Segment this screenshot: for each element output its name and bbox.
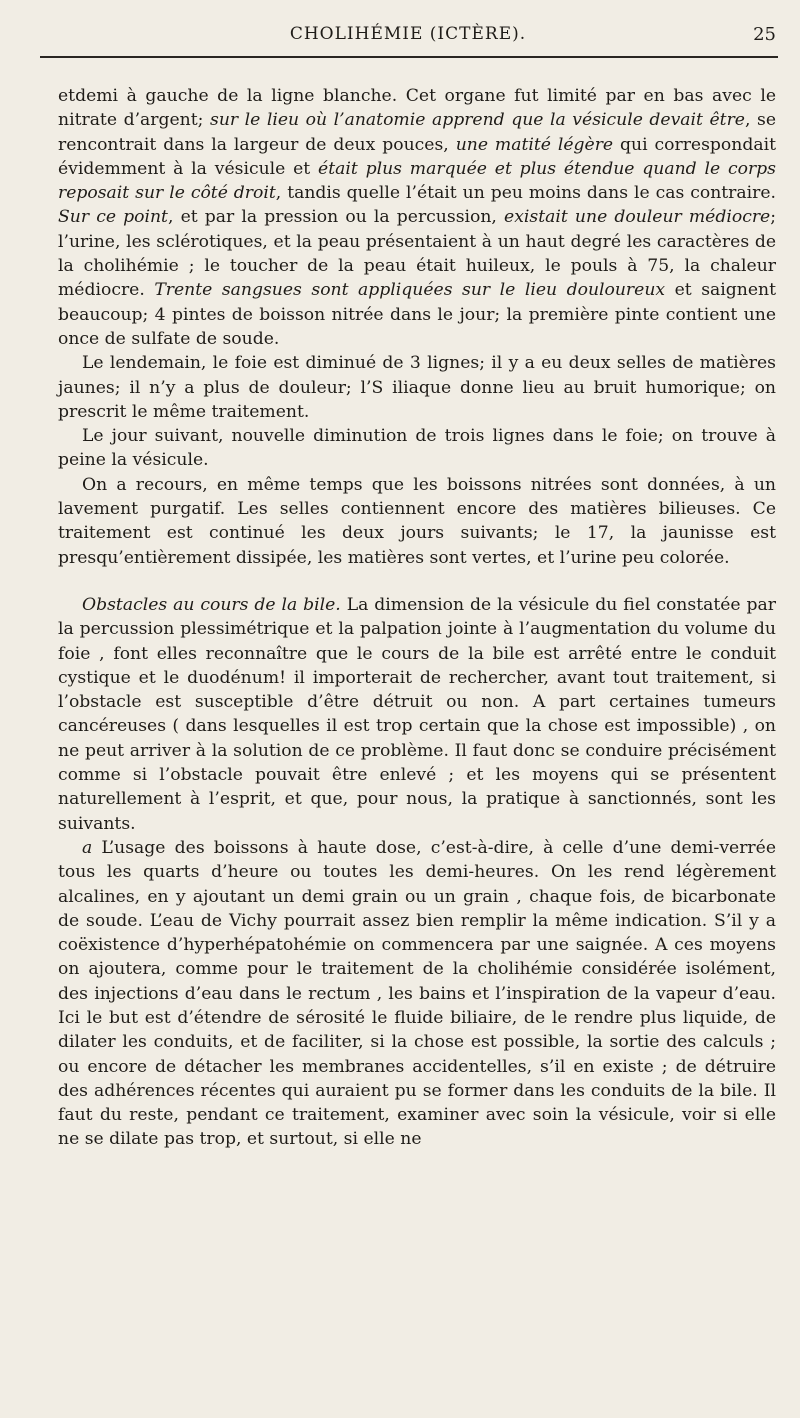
text-run: On a recours, en même temps que les boissons nitrées sont données, à un lavement purgatif. Les selles contiennent encore des matières bilieuses. Ce traitement est continué les deux jours suivants; le 17, la jaunisse est presqu’entièrement dissipée, les matières sont vertes, et l’urine peu colorée. [58,474,776,568]
text-run: et saignent beaucoup; 4 pintes de boisson nitrée dans le jour; la première pinte contient une once de sulfate de soude. [58,280,776,349]
text-run: La dimension de la vésicule du fiel constatée par la percussion plessimétrique et la palpation jointe à l’augmentation du volume du foie , font elles reconnaître que le cours de la bile est arrêté entre le conduit cystique et le duodénum! il importerait de rechercher, avant tout traitement, si l’obstacle est susceptible d’être détruit ou non. A part certaines tumeurs cancéreuses ( dans lesquelles il est trop certain que la chose est impossible) , on ne peut arriver à la solution de ce problème. Il faut donc se conduire précisément comme si l’obstacle pouvait être enlevé ; et les moyens qui se présentent naturellement à l’esprit, et que, pour nous, la pratique à sanctionnés, sont les suivants. [58,594,776,834]
running-head: CHOLIHÉMIE (ICTÈRE). [289,24,527,44]
paragraph [58,351,776,424]
italic-run: était plus marquée et plus étendue quand le corps reposait sur le côté droit [58,158,776,204]
text-run: ; l’urine, les sclérotiques, et la peau présentaient à un haut degré les caractères de la cholihémie ; le toucher de la peau était huileux, le pouls à 75, la chaleur médiocre. [58,207,777,301]
italic-run: Sur ce point [58,207,168,228]
text-run: Le lendemain, le foie est diminué de 3 lignes; il y a eu deux selles de matières jaunes; il n’y a plus de douleur; l’S iliaque donne lieu au bruit humorique; on prescrit le même traitement. [58,353,776,422]
text-run: , tandis quelle l’était un peu moins dans le cas contraire. [275,183,776,204]
text-run: L’usage des boissons à haute dose, c’est-à-dire, à celle d’une demi-verrée tous les quarts d’heure ou toutes les demi-heures. On les rend légèrement alcalines, en y ajoutant un demi grain ou un grain , chaque fois, de bicarbonate de soude. L’eau de Vichy pourrait assez bien remplir la même indication. S’il y a coëxistence d’hyperhépatohémie on commencera par une saignée. A ces moyens on ajoutera, comme pour le traitement de la cholihémie considérée isolément, des injections d’eau dans le rectum , les bains et l’inspiration de la vapeur d’eau. Ici le but est d’étendre de sérosité le fluide biliaire, de le rendre plus liquide, de dilater les conduits, et de faciliter, si la chose est possible, la sortie des calculs ; ou encore de détacher les membranes accidentelles, s’il en existe ; de détruire des adhérences récentes qui auraient pu se former dans les conduits de la bile. Il faut du reste, pendant ce traitement, examiner avec soin la vésicule, voir si elle ne se dilate pas trop, et surtout, si elle ne [58,837,776,1150]
italic-run: Trente sangsues sont appliquées sur le lieu douloureux [154,280,666,301]
text-run: qui correspondait évidemment à la vésicule et [58,134,777,179]
page-number: 25 [753,24,776,45]
italic-run: sur le lieu où l’anatomie apprend que la vésicule devait être [210,110,745,131]
header-rule [40,56,778,58]
paragraph [58,424,776,473]
page-header [40,22,776,50]
text-run: etdemi à gauche de la ligne blanche. Cet organe fut limité par en bas avec le nitrate d’argent; [58,86,776,131]
body-text [58,84,776,1152]
italic-run: Obstacles au cours de la bile. [82,594,341,615]
italic-run: une matité légère [455,134,614,155]
text-run: , se rencontrait dans la largeur de deux pouces, [58,110,776,155]
paragraph [58,836,776,1152]
italic-run: a [82,837,93,858]
text-run: Le jour suivant, nouvelle diminution de trois lignes dans le foie; on trouve à peine la vésicule. [58,426,776,471]
paragraph [58,593,776,836]
paragraph [58,84,776,351]
paragraph [58,473,776,570]
italic-run: existait une douleur médiocre [504,207,771,228]
text-run: , et par la pression ou la percussion, [167,207,505,228]
